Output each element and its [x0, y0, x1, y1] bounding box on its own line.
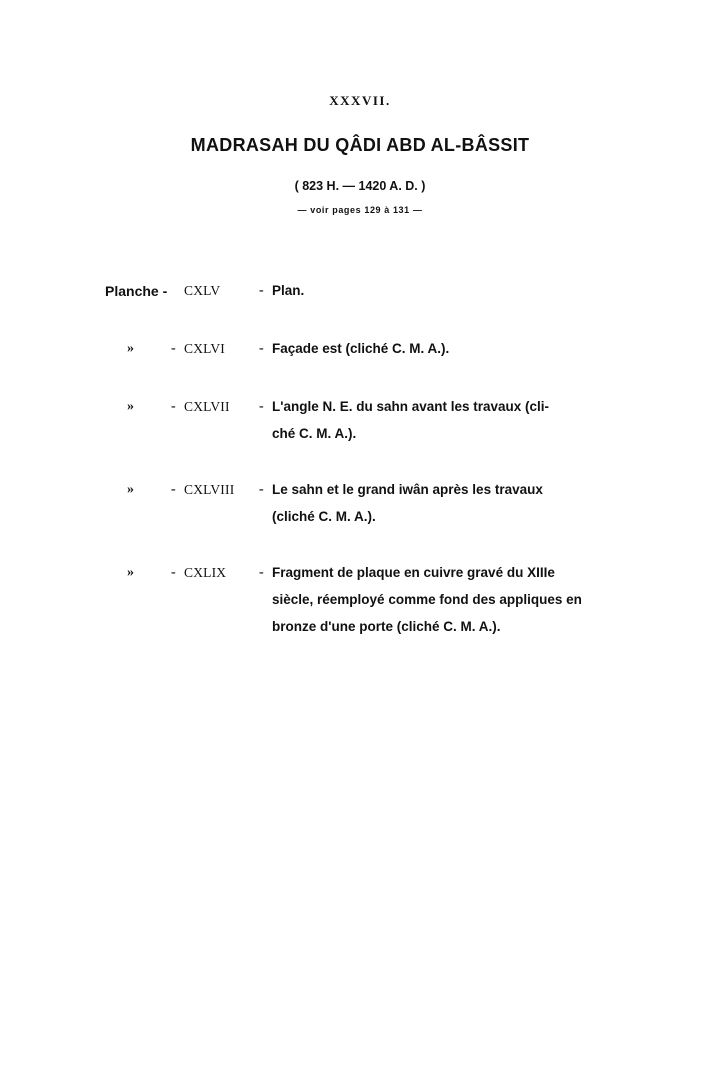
description-line: Plan. — [272, 283, 305, 298]
separator-dash: - — [259, 399, 264, 414]
description-line: (cliché C. M. A.). — [272, 509, 376, 524]
separator-dash: - — [259, 482, 264, 497]
ditto-mark: » — [127, 482, 134, 497]
plate-description — [272, 476, 630, 530]
separator-dash: - — [171, 565, 176, 580]
description-line: L'angle N. E. du sahn avant les travaux (cli- — [272, 399, 550, 414]
description-line: bronze d'une porte (cliché C. M. A.). — [272, 619, 501, 634]
plate-number: CXLVIII — [184, 482, 235, 497]
description-line: siècle, réemployé comme fond des appliques en — [272, 592, 582, 607]
plate-number: CXLIX — [184, 565, 227, 580]
chapter-number: XXXVII. — [329, 93, 391, 108]
page-reference: — voir pages 129 à 131 — — [297, 205, 423, 215]
description-line: Fragment de plaque en cuivre gravé du XIIIe — [272, 565, 555, 580]
plate-label: Planche - — [105, 283, 168, 299]
chapter-dates: ( 823 H. — 1420 A. D. ) — [294, 179, 426, 193]
description-line: ché C. M. A.). — [272, 426, 357, 441]
separator-dash: - — [259, 565, 264, 580]
separator-dash: - — [259, 283, 264, 298]
ditto-mark: » — [127, 399, 134, 414]
separator-dash: - — [171, 399, 176, 414]
plate-number: CXLVI — [184, 341, 226, 356]
plate-description — [272, 393, 630, 447]
separator-dash: - — [259, 341, 264, 356]
separator-dash: - — [171, 482, 176, 497]
description-line: Le sahn et le grand iwân après les travaux — [272, 482, 543, 497]
plate-description — [272, 277, 630, 304]
description-line: Façade est (cliché C. M. A.). — [272, 341, 450, 356]
separator-dash: - — [171, 341, 176, 356]
plate-number: CXLVII — [184, 399, 230, 414]
chapter-title: MADRASAH DU QÂDI ABD AL-BÂSSIT — [190, 135, 530, 155]
plate-description — [272, 559, 630, 640]
plate-number: CXLV — [184, 283, 221, 298]
plate-description — [272, 335, 630, 362]
ditto-mark: » — [127, 565, 134, 580]
ditto-mark: » — [127, 341, 134, 356]
